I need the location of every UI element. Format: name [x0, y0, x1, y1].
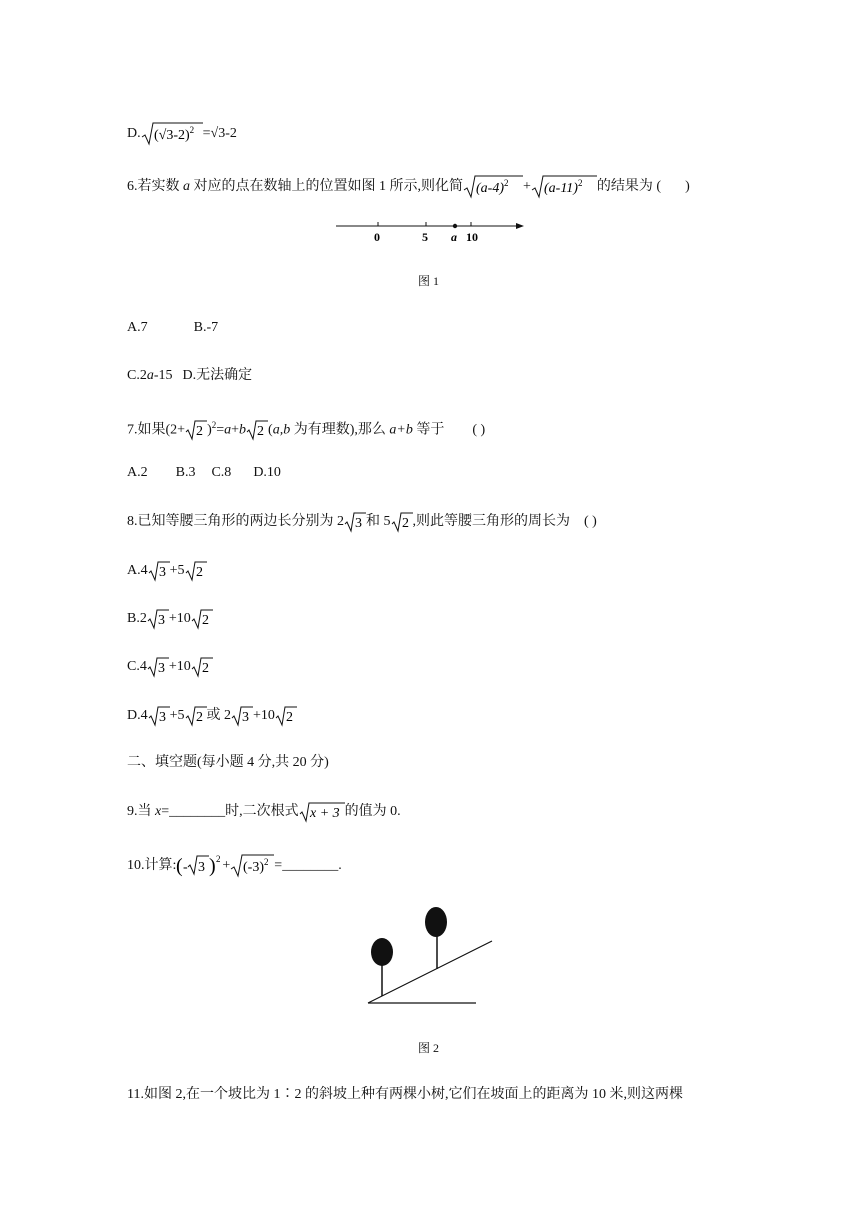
section-2-heading: 二、填空题(每小题 4 分,共 20 分): [127, 755, 329, 770]
q7-options: A.2 B.3 C.8 D.10: [127, 465, 281, 480]
tick-label-0: 0: [374, 230, 380, 244]
svg-text:(-3)2: $(-3)^2$: [243, 857, 269, 875]
q6-options-cd: C.2a-15 D.无法确定: [127, 368, 253, 383]
question-7: 7.如果(2+ 2 )$^2$=a+b 2 (a,b 为有理数),那么 a+b 等于 ( ): [127, 420, 486, 440]
tick-label-a: a: [451, 230, 457, 244]
svg-text:2: 2: [195, 565, 203, 580]
radical-sign: [185, 419, 207, 441]
svg-text:3: 3: [158, 565, 166, 580]
question-9: 9.当 x=________时,二次根式 x + 3 的值为 0.: [127, 801, 401, 823]
radical-sign: [148, 560, 170, 582]
svg-text:3: 3: [157, 661, 165, 676]
svg-text:-: -: [183, 860, 189, 875]
radical-sign: [191, 608, 213, 630]
question-8: 8.已知等腰三角形的两边长分别为 2 3 和 5 2 ,则此等腰三角形的周长为 ( ): [127, 511, 597, 533]
radical-sign: [246, 419, 268, 441]
radical-sign: [147, 608, 169, 630]
svg-text:x + 3: x + 3: [309, 806, 340, 821]
svg-text:(: (: [176, 855, 184, 877]
question-10: 10.计算: ( - 3 ) 2 + $(-3)^2$ =________.: [127, 852, 342, 880]
q8-option-d: D.4 3 +5 2 或 2 3 +10 2: [127, 705, 297, 727]
radical-sign: [230, 854, 274, 878]
paren-radical: [176, 852, 222, 880]
tick-label-5: 5: [422, 230, 428, 244]
svg-text:3: 3: [242, 710, 250, 725]
tree-1-crown: [371, 938, 393, 966]
svg-text:3: 3: [157, 613, 165, 628]
svg-text:3: 3: [198, 860, 206, 875]
svg-text:): ): [209, 855, 217, 877]
radical-sign: [148, 705, 170, 727]
radical-sign: [344, 511, 366, 533]
svg-text:(a-4)2: $(a-4)^2$: [476, 178, 509, 196]
svg-text:2: 2: [201, 613, 209, 628]
point-a: [453, 224, 457, 228]
q8-option-c: C.4 3 +10 2: [127, 656, 213, 678]
svg-text:2: 2: [216, 854, 221, 864]
q8-option-b: B.2 3 +10 2: [127, 608, 213, 630]
svg-text:2: 2: [196, 424, 204, 440]
radical-sign: [231, 705, 253, 727]
svg-text:2: 2: [195, 710, 203, 725]
question-11: 11.如图 2,在一个坡比为 1∶2 的斜坡上种有两棵小树,它们在坡面上的距离为 10 米,则这两棵: [127, 1087, 683, 1102]
radical-sign: [185, 705, 207, 727]
axis-arrow-icon: [516, 223, 524, 229]
tree-2-crown: [425, 907, 447, 937]
radical-sign: [191, 656, 213, 678]
tick-label-10: 10: [466, 230, 478, 244]
radical-sign: [275, 705, 297, 727]
q5-option-d: D. $(√3-2)^2$ =√3-2: [127, 122, 237, 146]
radical-sign: [299, 801, 345, 823]
radical-sign: [185, 560, 207, 582]
question-6: 6.若实数 a 对应的点在数轴上的位置如图 1 所示,则化简 $(a-4)^2$ + $(a-11)^2$ 的结果为 ( ): [127, 175, 690, 199]
svg-text:(√3-2)2: $(√3-2)^2$: [153, 125, 194, 143]
radical-sign: [147, 656, 169, 678]
q8-option-a: A.4 3 +5 2: [127, 560, 207, 582]
svg-text:3: 3: [355, 516, 362, 531]
radical-sign: [141, 122, 203, 146]
svg-text:2: 2: [257, 424, 265, 440]
svg-text:3: 3: [158, 710, 166, 725]
svg-text:(a-11)2: $(a-11)^2$: [543, 178, 583, 196]
slope-trees-figure: [362, 902, 497, 1008]
number-line-figure: [330, 216, 530, 246]
figure-1-caption: 图 1: [418, 274, 440, 288]
svg-text:2: 2: [201, 661, 209, 676]
radical-sign: [391, 511, 413, 533]
radical-sign: [463, 175, 523, 199]
radical-sign: [531, 175, 597, 199]
q6-options-ab: A.7 B.-7: [127, 320, 219, 335]
svg-text:2: 2: [285, 710, 293, 725]
figure-2-caption: 图 2: [418, 1041, 440, 1055]
svg-text:2: 2: [401, 516, 409, 531]
